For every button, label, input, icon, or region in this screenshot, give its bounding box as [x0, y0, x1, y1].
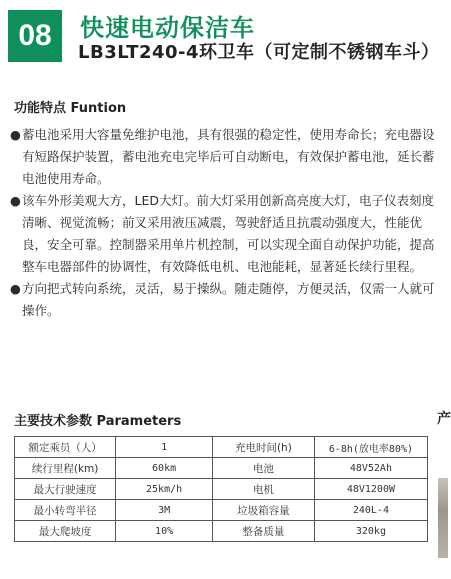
param-label: 整备质量: [212, 521, 314, 542]
bullet-icon: ●: [10, 127, 21, 142]
table-row: [15, 521, 428, 542]
feature-item: [10, 278, 446, 322]
param-label: 充电时间(h): [212, 437, 314, 458]
feature-item: [10, 124, 446, 190]
param-value: 320kg: [314, 521, 427, 542]
param-value: 48V52Ah: [314, 458, 427, 479]
features-heading: 功能特点 Funtion: [14, 101, 127, 116]
param-value: 48V1200W: [314, 479, 427, 500]
param-value: 240L-4: [314, 500, 427, 521]
table-row: [15, 437, 428, 458]
parameters-heading: 主要技术参数 Parameters: [14, 414, 182, 429]
feature-item: [10, 190, 446, 278]
param-value: 3M: [116, 500, 213, 521]
param-label: 垃圾箱容量: [212, 500, 314, 521]
bullet-icon: ●: [10, 193, 21, 208]
param-value: 25km/h: [116, 479, 213, 500]
feature-text: 该车外形美观大方，LED大灯。前大灯采用创新高亮度大灯，电子仪表刻度清晰、视觉流畅；前叉采用液压减震，驾驶舒适且抗震动强度大，性能优良，安全可靠。控制器采用单片机控制，可以实现全面自动保护功能，提高整车电器部件的协调性，有效降低电机、电池能耗，显著延长续行里程。: [22, 193, 435, 274]
param-label: 额定乘员（人）: [15, 437, 116, 458]
param-value: 60km: [116, 458, 213, 479]
param-label: 续行里程(km): [15, 458, 116, 479]
param-label: 最大行驶速度: [15, 479, 116, 500]
param-label: 电机: [212, 479, 314, 500]
param-label: 最小转弯半径: [15, 500, 116, 521]
model-number-badge: 08: [8, 10, 62, 62]
feature-text: 蓄电池采用大容量免维护电池，具有很强的稳定性，使用寿命长；充电器设有短路保护装置，蓄电池充电完毕后可自动断电，有效保护蓄电池，延长蓄电池使用寿命。: [22, 127, 435, 186]
param-value: 1: [116, 437, 213, 458]
bullet-icon: ●: [10, 281, 21, 296]
product-title: 快速电动保洁车: [80, 14, 255, 42]
product-subtitle: LB3LT240-4环卫车（可定制不锈钢车斗）: [78, 42, 440, 63]
table-row: [15, 479, 428, 500]
table-row: [15, 458, 428, 479]
parameters-table: [14, 436, 428, 542]
product-photo-edge: [438, 478, 448, 558]
feature-text: 方向把式转向系统，灵活，易于操纵。随走随停，方便灵活，仅需一人就可操作。: [22, 281, 435, 318]
clipped-heading-fragment: 产: [437, 411, 451, 427]
features-list: [10, 124, 446, 322]
table-row: [15, 500, 428, 521]
param-value: 10%: [116, 521, 213, 542]
param-label: 最大爬坡度: [15, 521, 116, 542]
param-label: 电池: [212, 458, 314, 479]
param-value: 6-8h(放电率80%): [314, 437, 427, 458]
